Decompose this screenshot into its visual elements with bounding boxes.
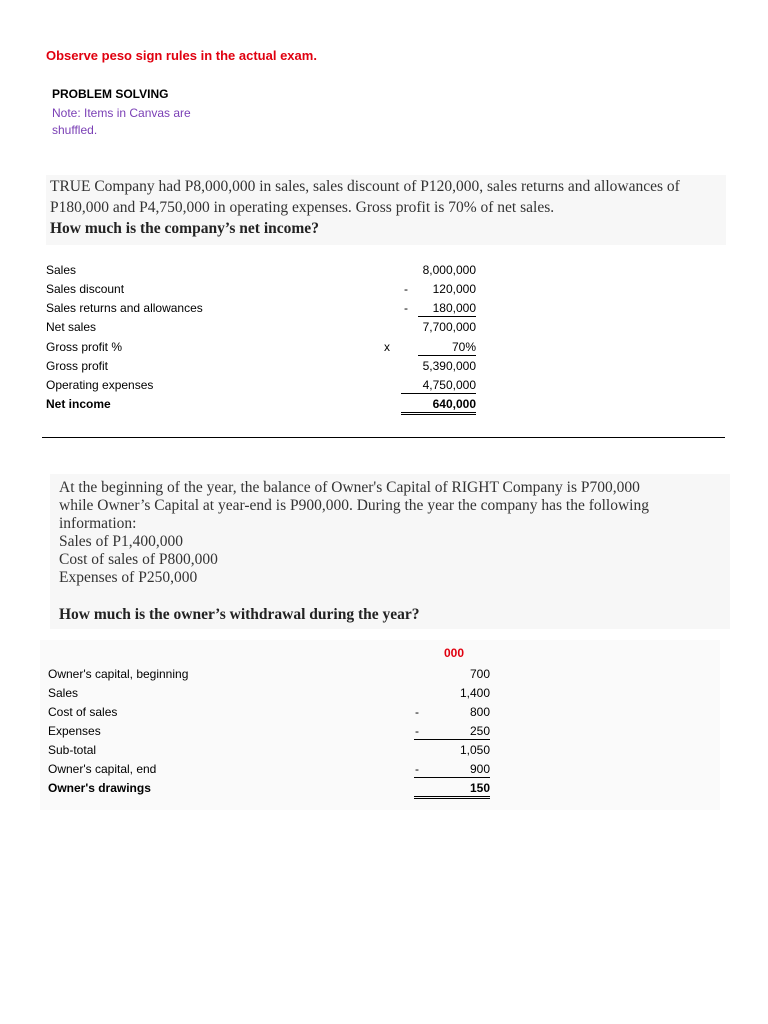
minus-sign: - xyxy=(404,282,408,296)
row-label: Owner's drawings xyxy=(48,781,151,795)
row-value: 7,700,000 xyxy=(422,320,476,334)
row-value: 250 xyxy=(414,722,490,740)
row-label: Gross profit % xyxy=(46,340,123,354)
row-label: Sales xyxy=(46,263,77,277)
divider xyxy=(42,437,725,438)
minus-sign: - xyxy=(404,301,408,315)
row-value: 120,000 xyxy=(432,282,476,296)
problem-2-statement xyxy=(50,474,730,629)
row-value: 4,750,000 xyxy=(401,376,476,394)
row-value: 700 xyxy=(469,667,490,681)
text-line: information: xyxy=(59,515,137,532)
problem-1-text: TRUE Company had P8,000,000 in sales, sales discount of P120,000, sales returns and allowances of P180,000 and P4,750,000 in operating expenses. Gross profit is 70% of net sales. xyxy=(50,178,680,216)
text-line: while Owner’s Capital at year-end is P900,000. During the year the company has the following xyxy=(59,497,649,514)
minus-sign: - xyxy=(415,705,419,719)
row-value: 900 xyxy=(414,760,490,778)
row-label: Owner's capital, end xyxy=(48,762,157,776)
text-line: Cost of sales of P800,000 xyxy=(59,551,218,568)
problem-2-text xyxy=(59,479,724,587)
problem-1-statement xyxy=(46,175,726,245)
row-value: 640,000 xyxy=(401,395,476,415)
row-label: Sales discount xyxy=(46,282,125,296)
row-value: 1,050 xyxy=(459,743,490,757)
row-label: Owner's capital, beginning xyxy=(48,667,189,681)
multiply-sign: x xyxy=(384,340,390,354)
shuffle-note: Note: Items in Canvas are shuffled. xyxy=(52,106,191,137)
row-label: Sub-total xyxy=(48,743,97,757)
section-title: PROBLEM SOLVING xyxy=(52,87,169,101)
text-line: Sales of P1,400,000 xyxy=(59,533,183,550)
text-line: At the beginning of the year, the balance of Owner's Capital of RIGHT Company is P700,000 xyxy=(59,479,640,496)
row-label: Sales returns and allowances xyxy=(46,301,203,315)
row-value: 5,390,000 xyxy=(422,359,476,373)
row-value: 150 xyxy=(414,779,490,799)
unit-header: 000 xyxy=(444,646,465,660)
row-label: Gross profit xyxy=(46,359,109,373)
row-label: Net sales xyxy=(46,320,97,334)
row-value: 8,000,000 xyxy=(422,263,476,277)
row-value: 800 xyxy=(469,705,490,719)
exam-warning: Observe peso sign rules in the actual exam. xyxy=(46,48,317,63)
minus-sign: - xyxy=(415,762,419,776)
row-label: Operating expenses xyxy=(46,378,154,392)
minus-sign: - xyxy=(415,724,419,738)
row-value: 70% xyxy=(418,338,476,356)
row-value: 180,000 xyxy=(418,299,476,317)
row-value: 1,400 xyxy=(459,686,490,700)
row-label: Expenses xyxy=(48,724,101,738)
row-label: Sales xyxy=(48,686,79,700)
row-label: Net income xyxy=(46,397,111,411)
text-line: Expenses of P250,000 xyxy=(59,569,198,586)
problem-1-question: How much is the company’s net income? xyxy=(50,220,319,237)
row-label: Cost of sales xyxy=(48,705,118,719)
problem-2-question: How much is the owner’s withdrawal during the year? xyxy=(59,606,420,623)
